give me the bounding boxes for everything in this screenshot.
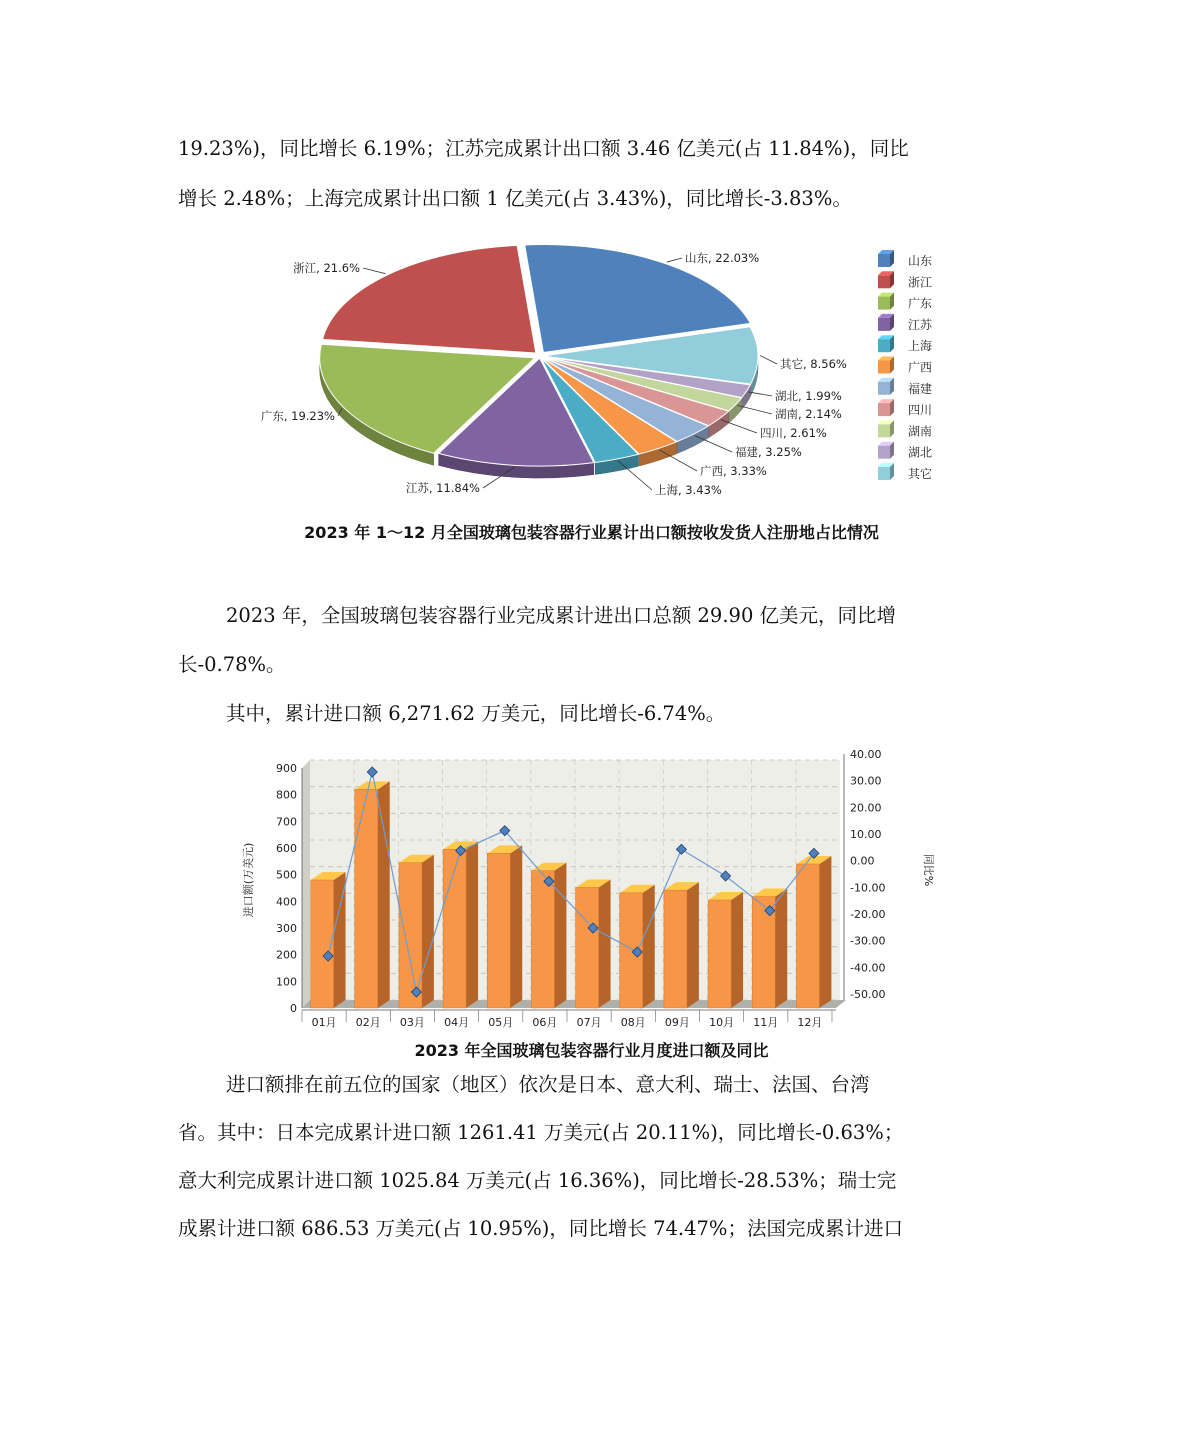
bar-side [819, 856, 831, 1008]
legend-swatch [878, 467, 890, 480]
legend-swatch [878, 424, 890, 437]
pie-leader-line [760, 355, 777, 364]
legend-label: 山东 [908, 254, 933, 268]
bar-side [687, 882, 699, 1008]
y2-tick-label: 0.00 [850, 854, 875, 868]
bar-side [510, 845, 522, 1008]
pie-chart [240, 236, 960, 506]
pie-slice-label: 广西, 3.33% [700, 464, 767, 478]
y-tick-label: 300 [276, 922, 297, 935]
x-tick-label: 07月 [576, 1016, 602, 1029]
y-tick-label: 200 [276, 948, 297, 962]
combo-chart [230, 748, 950, 1038]
y-tick-label: 900 [276, 762, 297, 775]
bar [708, 900, 731, 1008]
bar-side [466, 841, 478, 1008]
pie-chart-svg [240, 236, 960, 506]
legend-swatch [878, 339, 890, 352]
pie-slice-label: 江苏, 11.84% [405, 481, 480, 495]
bar [311, 880, 334, 1008]
legend-swatch [878, 254, 890, 267]
pie-leader-line [721, 420, 757, 433]
legend-swatch [878, 297, 890, 310]
pie-leader-line [667, 258, 682, 262]
legend-label: 广东 [908, 296, 933, 311]
y-tick-label: 700 [276, 815, 297, 829]
x-tick-label: 01月 [311, 1016, 337, 1029]
y2-tick-label: -30.00 [850, 934, 886, 948]
x-tick-label: 08月 [620, 1016, 646, 1029]
x-tick-label: 03月 [399, 1016, 425, 1029]
pie-slice-label: 湖南, 2.14% [775, 407, 842, 421]
x-tick-label: 02月 [355, 1016, 381, 1029]
x-tick-label: 09月 [664, 1016, 690, 1029]
legend-swatch [878, 318, 890, 331]
y2-tick-label: -20.00 [850, 908, 886, 921]
paragraph-line: 19.23%)，同比增长 6.19%；江苏完成累计出口额 3.46 亿美元(占 11.84%)，同比 [178, 137, 909, 160]
pie-slice-label: 浙江, 21.6% [293, 261, 360, 275]
paragraph-line: 长-0.78%。 [178, 653, 286, 676]
paragraph-line: 进口额排在前五位的国家（地区）依次是日本、意大利、瑞士、法国、台湾 [226, 1073, 870, 1096]
y2-tick-label: -40.00 [850, 961, 886, 975]
paragraph-line: 2023 年，全国玻璃包装容器行业完成累计进出口总额 29.90 亿美元，同比增 [226, 604, 897, 627]
y-tick-label: 100 [276, 975, 297, 989]
bar [487, 853, 510, 1008]
y2-tick-label: 10.00 [850, 828, 882, 841]
bar [576, 887, 599, 1008]
x-tick-label: 06月 [532, 1016, 558, 1029]
pie-leader-line [738, 405, 772, 414]
legend-label: 浙江 [908, 275, 933, 290]
combo-chart-caption: 2023 年全国玻璃包装容器行业月度进口额及同比 [414, 1041, 769, 1060]
legend-swatch [878, 446, 890, 459]
bar-side [775, 889, 787, 1008]
x-tick-label: 11月 [753, 1016, 779, 1029]
legend-swatch [878, 275, 890, 288]
y-tick-label: 0 [290, 1002, 297, 1015]
y-tick-label: 500 [276, 868, 297, 882]
pie-chart-caption: 2023 年 1～12 月全国玻璃包装容器行业累计出口额按收发货人注册地占比情况 [304, 523, 879, 542]
pie-leader-line [695, 436, 732, 452]
y2-tick-label: 20.00 [850, 801, 882, 815]
legend-label: 江苏 [908, 317, 933, 332]
x-tick-label: 05月 [488, 1016, 514, 1029]
bar-side [599, 879, 611, 1008]
pie-slice-label: 福建, 3.25% [735, 445, 802, 459]
legend-label: 其它 [908, 467, 933, 481]
legend-swatch [878, 382, 890, 395]
legend-label: 湖南 [908, 424, 933, 439]
combo-chart-svg [230, 748, 950, 1038]
pie-slice-label: 上海, 3.43% [655, 483, 722, 497]
paragraph-line: 其中，累计进口额 6,271.62 万美元，同比增长-6.74%。 [226, 702, 726, 725]
bar [796, 864, 819, 1008]
paragraph-line: 增长 2.48%；上海完成累计出口额 1 亿美元(占 3.43%)，同比增长-3.83%。 [178, 187, 852, 210]
bar [664, 890, 687, 1008]
bar [443, 849, 466, 1008]
y2-tick-label: 40.00 [850, 748, 882, 761]
legend-label: 上海 [908, 339, 933, 354]
legend-swatch [878, 361, 890, 374]
legend-label: 福建 [908, 381, 933, 396]
bar-side [554, 863, 566, 1008]
paragraph-line: 省。其中：日本完成累计进口额 1261.41 万美元(占 20.11%)，同比增长-0.63%； [178, 1121, 904, 1144]
pie-slice-label: 其它, 8.56% [780, 357, 847, 371]
bar-side [731, 892, 743, 1008]
legend-label: 广西 [908, 360, 933, 375]
legend-label: 湖北 [908, 445, 933, 460]
bar [355, 789, 378, 1008]
bar [531, 871, 554, 1008]
y-axis-title: 进口额(万美元) [242, 842, 255, 918]
y2-axis-title: 同比% [922, 853, 935, 887]
legend-swatch [878, 403, 890, 416]
x-tick-label: 12月 [797, 1016, 823, 1029]
pie-slice-label: 广东, 19.23% [260, 409, 335, 423]
paragraph-line: 成累计进口额 686.53 万美元(占 10.95%)，同比增长 74.47%；法国完成累计进口 [178, 1217, 903, 1240]
y-tick-label: 800 [276, 788, 297, 802]
pie-slice-label: 四川, 2.61% [760, 426, 827, 440]
y-tick-label: 400 [276, 895, 297, 909]
pie-leader-line [363, 268, 385, 274]
y2-tick-label: -10.00 [850, 881, 886, 895]
legend-label: 四川 [908, 403, 933, 418]
bar-side [422, 855, 434, 1008]
pie-slice-label: 湖北, 1.99% [775, 389, 842, 403]
x-tick-label: 10月 [709, 1016, 735, 1029]
x-tick-label: 04月 [444, 1016, 470, 1029]
plot-side-wall [302, 760, 310, 1008]
y-tick-label: 600 [276, 842, 297, 855]
bar-side [643, 885, 655, 1008]
bar-side [378, 781, 390, 1008]
y2-tick-label: -50.00 [850, 988, 886, 1001]
paragraph-line: 意大利完成累计进口额 1025.84 万美元(占 16.36%)，同比增长-28.53%；瑞士完 [178, 1169, 897, 1192]
pie-slice-label: 山东, 22.03% [685, 251, 760, 265]
y2-tick-label: 30.00 [850, 774, 882, 788]
